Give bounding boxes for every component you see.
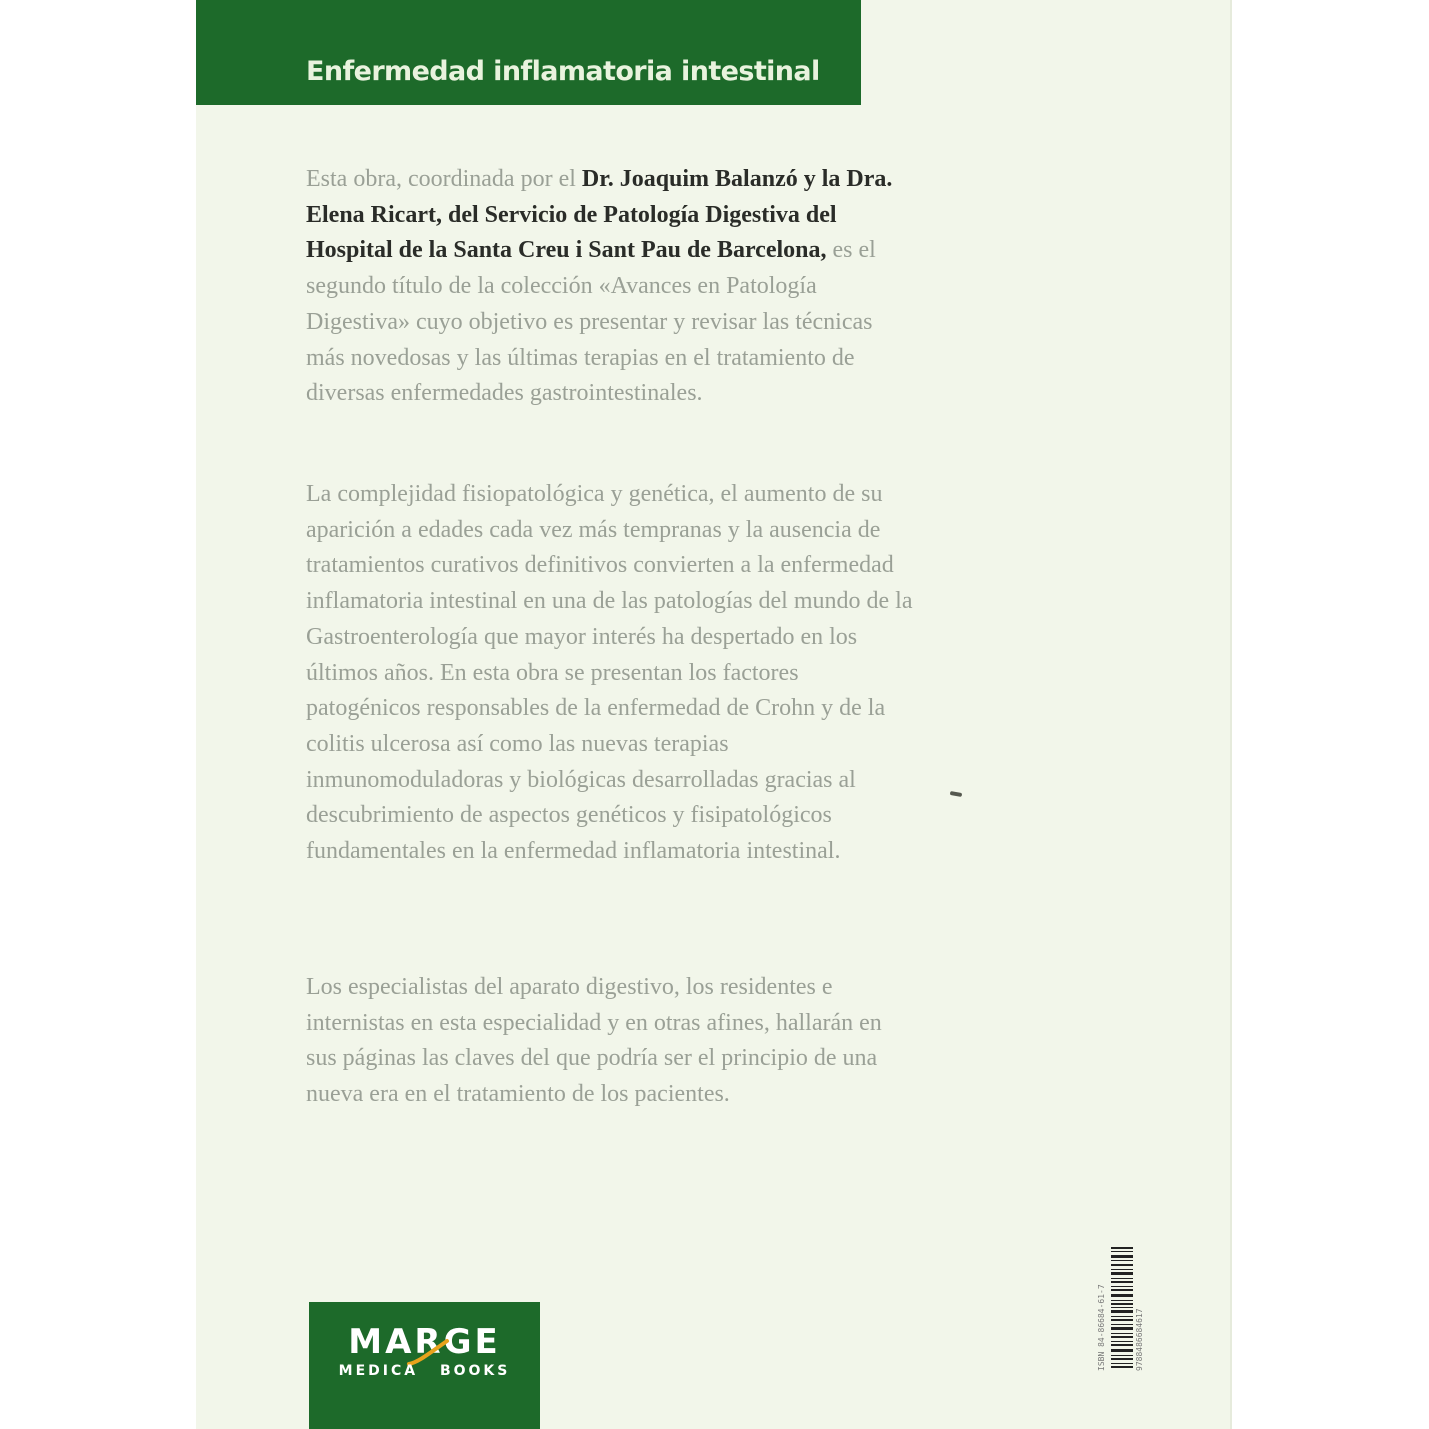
book-title: Enfermedad inflamatoria intestinal (306, 56, 820, 87)
title-band (196, 0, 861, 105)
barcode-isbn: ISBN 84-86684-61-7 (1097, 1284, 1106, 1371)
print-speck (950, 791, 963, 797)
barcode (1091, 1245, 1161, 1371)
publisher-logo (309, 1302, 540, 1429)
book-back-cover (196, 0, 1232, 1429)
paragraph-1-rest: es el segundo título de la colección «Avances en Patología Digestiva» cuyo objetivo es presentar y revisar las técnicas más novedosas y las últimas terapias en el tratamiento de diversas enfermedades gastrointestinales. (306, 237, 876, 407)
paragraph-1-authors: Dr. Joaquim Balanzó y la Dra. Elena Ricart, del Servicio de Patología Digestiva del Hospital de la Santa Creu i Sant Pau de Barcelona, (306, 166, 893, 264)
barcode-digits: 9788486684617 (1135, 1308, 1144, 1371)
description-paragraph-1 (306, 162, 916, 412)
description-paragraph-3: Los especialistas del aparato digestivo, los residentes e internistas en esta especialidad y en otras afines, hallarán en sus páginas las claves del que podría ser el principio de una nueva era en el tratamiento de los pacientes. (306, 974, 882, 1108)
publisher-logo-name: MARGE (348, 1322, 501, 1362)
barcode-bars (1111, 1245, 1133, 1371)
publisher-logo-subtitle: MEDICA BOOKS (338, 1363, 511, 1379)
paragraph-1-intro: Esta obra, coordinada por el (306, 166, 582, 192)
description-paragraph-2: La complejidad fisiopatológica y genética, el aumento de su aparición a edades cada vez más tempranas y la ausencia de tratamientos curativos definitivos convierten a la enfermedad inflamatoria intestinal en una de las patologías del mundo de la Gastroenterología que mayor interés ha despertado en los últimos años. En esta obra se presentan los factores patogénicos responsables de la enfermedad de Crohn y de la colitis ulcerosa así como las nuevas terapias inmunomoduladoras y biológicas desarrolladas gracias al descubrimiento de aspectos genéticos y fisipatológicos fundamentales en la enfermedad inflamatoria intestinal. (306, 481, 913, 865)
